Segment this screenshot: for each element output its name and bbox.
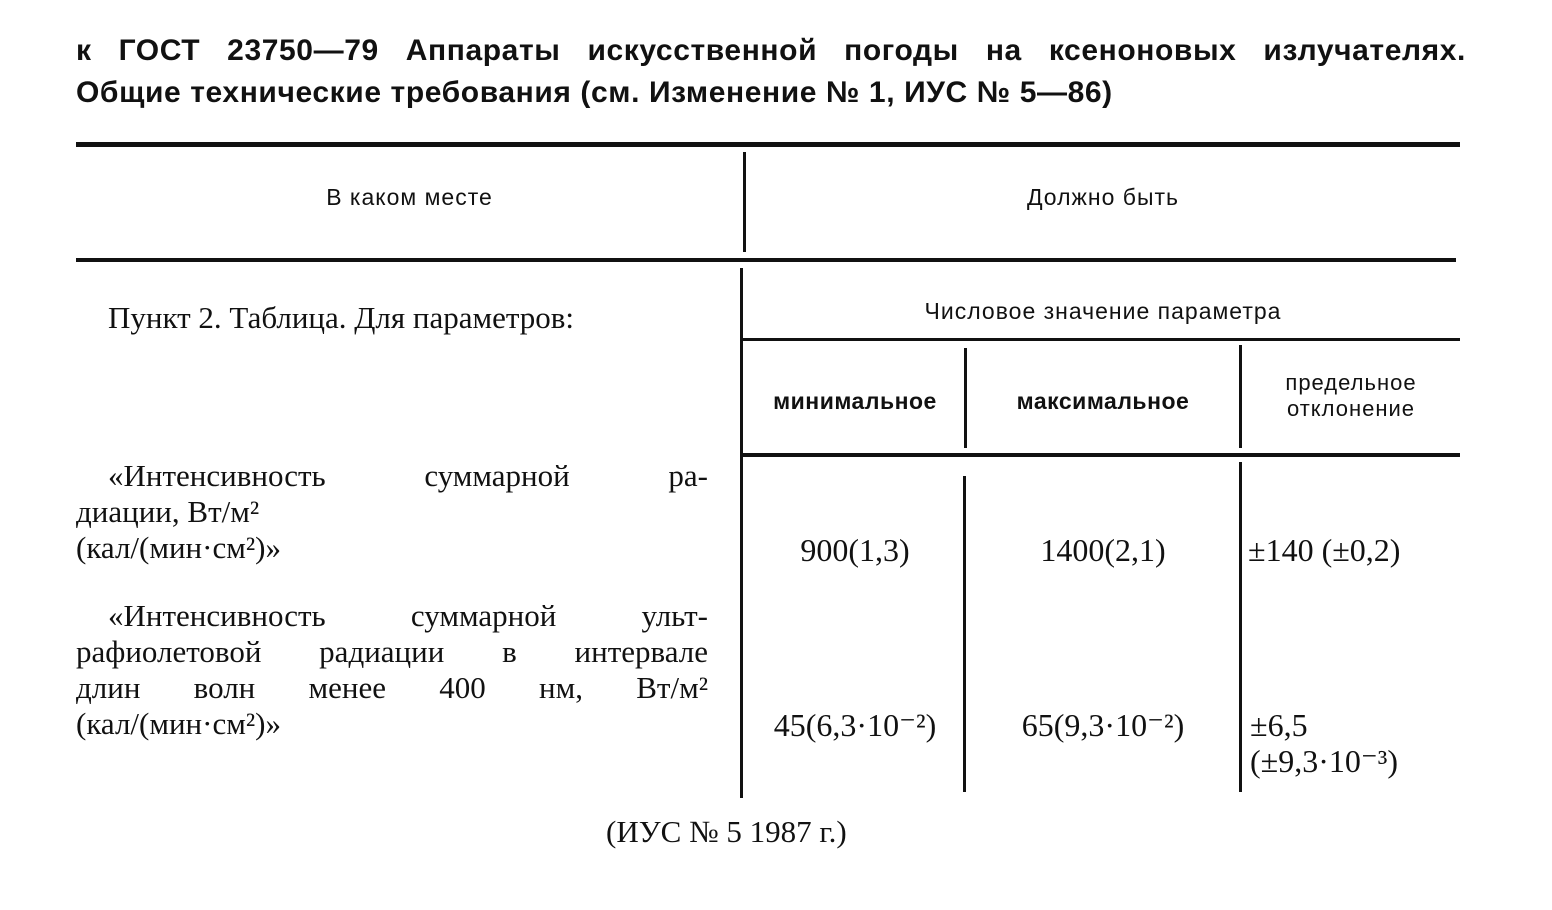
param-line: рафиолетовой радиации в интервале bbox=[76, 634, 708, 669]
subheader-minimum: минимальное bbox=[773, 388, 937, 414]
deviation-line-1: ±6,5 bbox=[1250, 707, 1308, 743]
header-bottom-rule bbox=[76, 258, 1456, 262]
group-header-numeric-value: Числовое значение параметра bbox=[924, 298, 1282, 324]
body-divider-1 bbox=[963, 476, 966, 792]
main-column-divider bbox=[740, 268, 743, 798]
param-line: диации, Вт/м² bbox=[76, 494, 260, 529]
param-line: «Интенсивность суммарной ра- bbox=[108, 458, 708, 493]
table-row-2-minimum: 45(6,3·10⁻²) bbox=[773, 707, 937, 743]
subheader-deviation bbox=[1242, 370, 1460, 422]
clause-reference: Пункт 2. Таблица. Для параметров: bbox=[108, 300, 575, 335]
subheader-deviation-line-2: отклонение bbox=[1286, 396, 1416, 421]
subheader-maximum: максимальное bbox=[1016, 388, 1190, 414]
table-row-1-maximum: 1400(2,1) bbox=[1040, 532, 1166, 568]
param-line: (кал/(мин·см²)» bbox=[76, 706, 281, 741]
table-row-1-parameter bbox=[76, 458, 708, 566]
document-title bbox=[76, 30, 1466, 114]
table-top-rule bbox=[76, 142, 1460, 147]
deviation-line-2: (±9,3·10⁻³) bbox=[1250, 743, 1399, 779]
column-header-where: В каком месте bbox=[326, 184, 493, 210]
subheader-bottom-rule bbox=[743, 453, 1460, 457]
subheader-deviation-line-1: предельное bbox=[1285, 370, 1417, 395]
table-row-2-maximum: 65(9,3·10⁻²) bbox=[1021, 707, 1185, 743]
param-line: (кал/(мин·см²)» bbox=[76, 530, 281, 565]
title-line-2: Общие технические требования (см. Изменение № 1, ИУС № 5—86) bbox=[76, 76, 1113, 109]
table-row-2-deviation bbox=[1250, 707, 1398, 779]
group-header-rule bbox=[743, 338, 1460, 341]
footer-reference: (ИУС № 5 1987 г.) bbox=[606, 814, 847, 849]
table-row-1-deviation: ±140 (±0,2) bbox=[1248, 532, 1401, 568]
param-line: длин волн менее 400 нм, Вт/м² bbox=[76, 670, 708, 705]
table-row-1-minimum: 900(1,3) bbox=[800, 532, 910, 568]
body-divider-2 bbox=[1239, 462, 1242, 792]
table-row-2-parameter bbox=[76, 598, 708, 742]
column-header-should-be: Должно быть bbox=[1026, 184, 1180, 210]
title-line-1: к ГОСТ 23750—79 Аппараты искусственной погоды на ксеноновых излучателях. bbox=[76, 34, 1466, 67]
param-line: «Интенсивность суммарной ульт- bbox=[108, 598, 708, 633]
